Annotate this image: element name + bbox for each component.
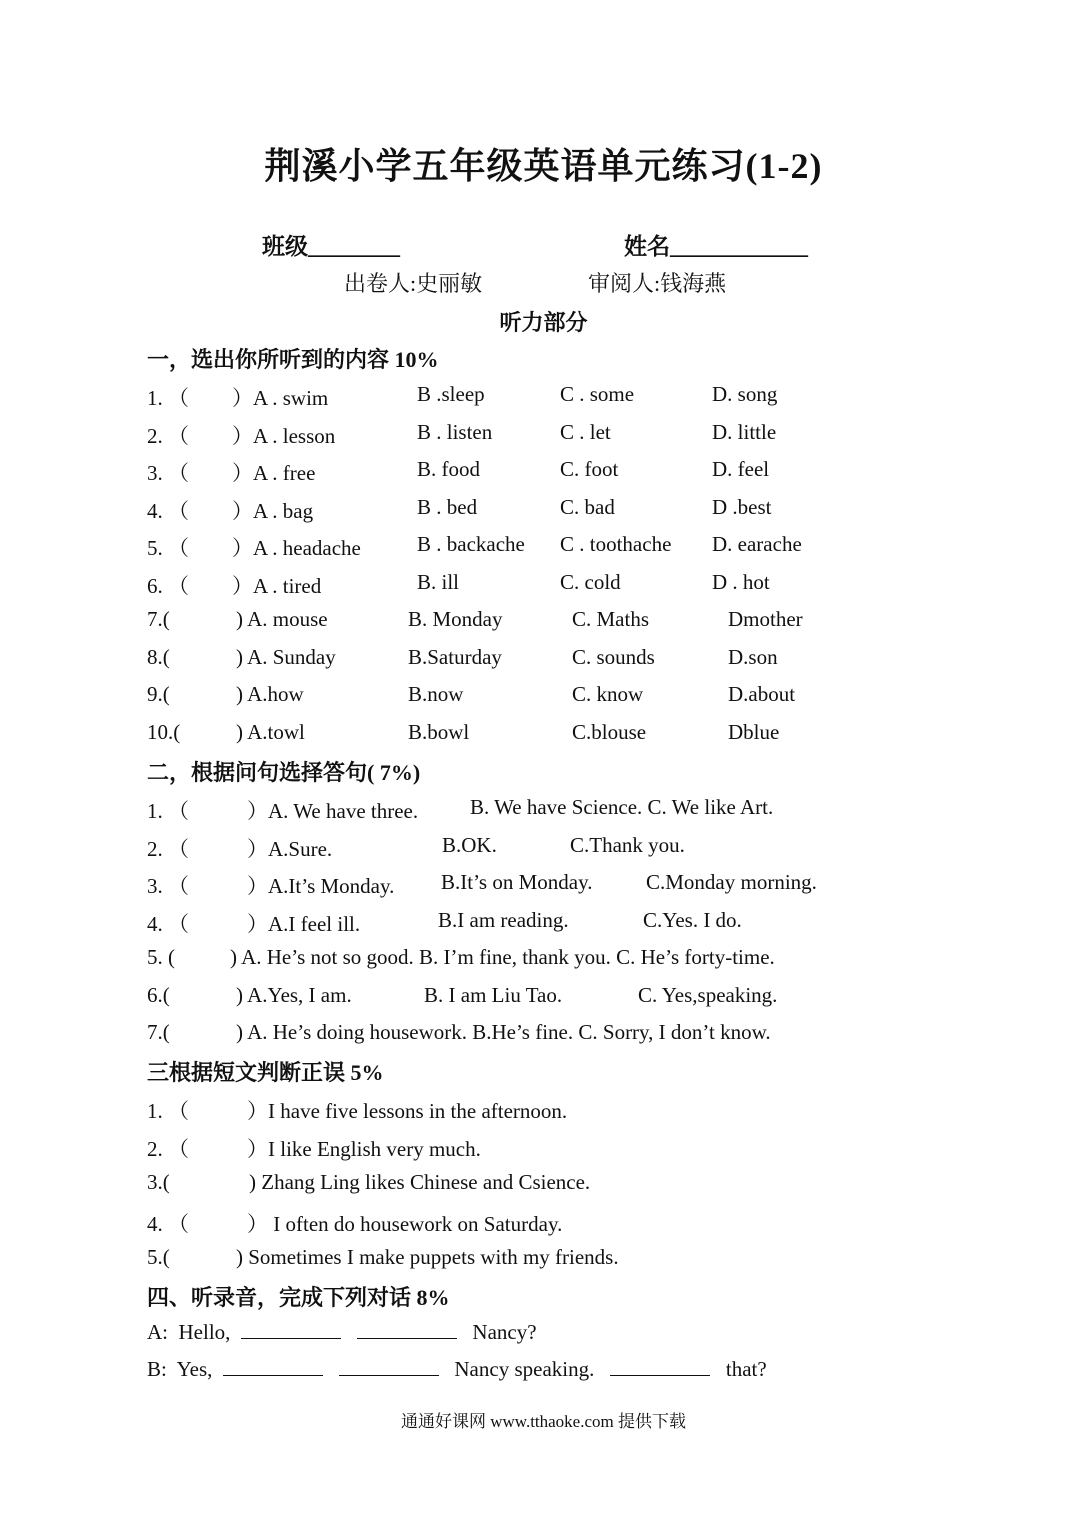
- answer-option: C. sounds: [572, 644, 655, 669]
- answer-option: ) A.Yes, I am.: [236, 982, 352, 1007]
- answer-option: C. know: [572, 682, 644, 706]
- answer-option: D. little: [712, 419, 777, 444]
- answer-option: C . toothache: [560, 532, 672, 556]
- class-field-label: 班级________: [262, 234, 400, 259]
- answer-option: ）A.Sure.: [247, 836, 333, 861]
- question-number: 7.(: [147, 607, 170, 631]
- name-field-label: 姓名____________: [624, 234, 808, 259]
- answer-option: B. food: [417, 457, 480, 481]
- question-number: 4. （: [147, 1211, 189, 1236]
- question-number: 5. (: [147, 945, 175, 969]
- answer-option: B.I am reading.: [438, 907, 569, 932]
- answer-option: B . listen: [417, 419, 493, 444]
- answer-option: ）A. We have three.: [247, 799, 419, 823]
- question-number: 2. （: [147, 836, 189, 861]
- question-number: 4. （: [147, 498, 189, 523]
- section2-heading: 二，根据问句选择答句( 7%): [147, 760, 421, 785]
- answer-option: ) Zhang Ling likes Chinese and Csience.: [249, 1170, 591, 1194]
- question-number: 1. （: [147, 799, 189, 823]
- answer-option: D.son: [728, 644, 778, 669]
- answer-option: ）A.I feel ill.: [247, 911, 361, 936]
- answer-option: ) A.how: [236, 682, 304, 706]
- question-number: 2. （: [147, 1136, 189, 1161]
- answer-option: D. song: [712, 382, 778, 406]
- answer-option: ）A . free: [232, 461, 316, 485]
- answer-blank[interactable]: [357, 1320, 457, 1339]
- answer-option: B .sleep: [417, 382, 485, 406]
- answer-option: C.Yes. I do.: [643, 907, 742, 932]
- answer-option: C.blouse: [572, 719, 647, 744]
- answer-option: C. bad: [560, 494, 615, 519]
- question-number: 7.(: [147, 1020, 170, 1044]
- answer-option: ）I like English very much.: [247, 1136, 481, 1161]
- speaker-b: B:: [147, 1357, 167, 1381]
- answer-option: D. feel: [712, 457, 770, 481]
- answer-option: ) A. He’s not so good. B. I’m fine, thank you. C. He’s forty-time.: [230, 945, 775, 969]
- question-number: 1. （: [147, 1099, 189, 1123]
- answer-blank[interactable]: [610, 1357, 710, 1376]
- answer-option: C. foot: [560, 457, 619, 481]
- question-number: 10.(: [147, 719, 181, 744]
- dialogue-line-b: [147, 1357, 767, 1382]
- question-number: 8.(: [147, 644, 170, 669]
- section3-heading: 三根据短文判断正误 5%: [147, 1060, 384, 1085]
- answer-option: ) A. Sunday: [236, 644, 336, 669]
- answer-option: C. Yes,speaking.: [638, 982, 778, 1007]
- answer-blank[interactable]: [223, 1357, 323, 1376]
- question-number: 9.(: [147, 682, 170, 706]
- dialogue-a-text: Nancy?: [472, 1320, 537, 1344]
- dialogue-a-text: Hello,: [178, 1320, 231, 1344]
- answer-option: ) A. He’s doing housework. B.He’s fine. C. Sorry, I don’t know.: [236, 1020, 771, 1044]
- answer-option: B.It’s on Monday.: [441, 870, 593, 894]
- answer-option: B.bowl: [408, 719, 470, 744]
- answer-option: C . some: [560, 382, 635, 406]
- answer-option: ）A . swim: [232, 386, 329, 410]
- question-number: 4. （: [147, 911, 189, 936]
- answer-option: ）A . tired: [232, 573, 322, 598]
- answer-blank[interactable]: [241, 1320, 341, 1339]
- section4-heading: 四、听录音，完成下列对话 8%: [147, 1285, 450, 1310]
- answer-option: D.about: [728, 682, 796, 706]
- answer-option: B . bed: [417, 494, 478, 519]
- question-number: 6. （: [147, 573, 189, 598]
- answer-option: ）I have five lessons in the afternoon.: [247, 1099, 568, 1123]
- answer-option: ) Sometimes I make puppets with my friends.: [236, 1245, 619, 1269]
- page-title: 荆溪小学五年级英语单元练习(1-2): [264, 146, 823, 186]
- answer-option: ） I often do housework on Saturday.: [247, 1211, 563, 1236]
- answer-option: B. Monday: [408, 607, 503, 631]
- answer-option: Dblue: [728, 719, 780, 744]
- section1-heading: 一，选出你所听到的内容 10%: [147, 347, 439, 372]
- answer-option: B. ill: [417, 569, 460, 594]
- answer-option: Dmother: [728, 607, 803, 631]
- footer-credit: 通通好课网 www.tthaoke.com 提供下载: [400, 1412, 687, 1431]
- answer-option: D .best: [712, 494, 772, 519]
- answer-option: ) A.towl: [236, 719, 305, 744]
- answer-option: B. We have Science. C. We like Art.: [470, 795, 774, 819]
- dialogue-line-a: [147, 1320, 537, 1345]
- dialogue-b-text: Yes,: [176, 1357, 213, 1381]
- speaker-a: A:: [147, 1320, 168, 1344]
- question-number: 5. （: [147, 536, 189, 560]
- answer-option: B.OK.: [442, 832, 497, 857]
- reviewer-line: 审阅人:钱海燕: [588, 271, 727, 296]
- listening-part-title: 听力部分: [499, 310, 588, 335]
- answer-option: C . let: [560, 419, 611, 444]
- answer-option: D. earache: [712, 532, 802, 556]
- dialogue-b-text: Nancy speaking.: [454, 1357, 595, 1381]
- answer-option: B.Saturday: [408, 644, 502, 669]
- question-number: 6.(: [147, 982, 170, 1007]
- answer-option: C. cold: [560, 569, 621, 594]
- author-line: 出卷人:史丽敏: [344, 271, 483, 296]
- answer-option: ）A.It’s Monday.: [247, 874, 395, 898]
- answer-option: ）A . lesson: [232, 423, 336, 448]
- answer-option: ) A. mouse: [236, 607, 328, 631]
- question-number: 3. （: [147, 874, 189, 898]
- answer-option: C.Thank you.: [570, 832, 685, 857]
- answer-option: D . hot: [712, 569, 770, 594]
- question-number: 3. （: [147, 461, 189, 485]
- answer-option: B . backache: [417, 532, 525, 556]
- answer-option: ）A . bag: [232, 498, 314, 523]
- answer-option: ）A . headache: [232, 536, 361, 560]
- answer-option: C. Maths: [572, 607, 650, 631]
- answer-option: B. I am Liu Tao.: [424, 982, 563, 1007]
- question-number: 5.(: [147, 1245, 170, 1269]
- question-number: 1. （: [147, 386, 189, 410]
- question-number: 3.(: [147, 1170, 170, 1194]
- dialogue-b-text: that?: [725, 1357, 767, 1381]
- question-number: 2. （: [147, 423, 189, 448]
- answer-option: C.Monday morning.: [646, 870, 817, 894]
- answer-blank[interactable]: [339, 1357, 439, 1376]
- answer-option: B.now: [408, 682, 464, 706]
